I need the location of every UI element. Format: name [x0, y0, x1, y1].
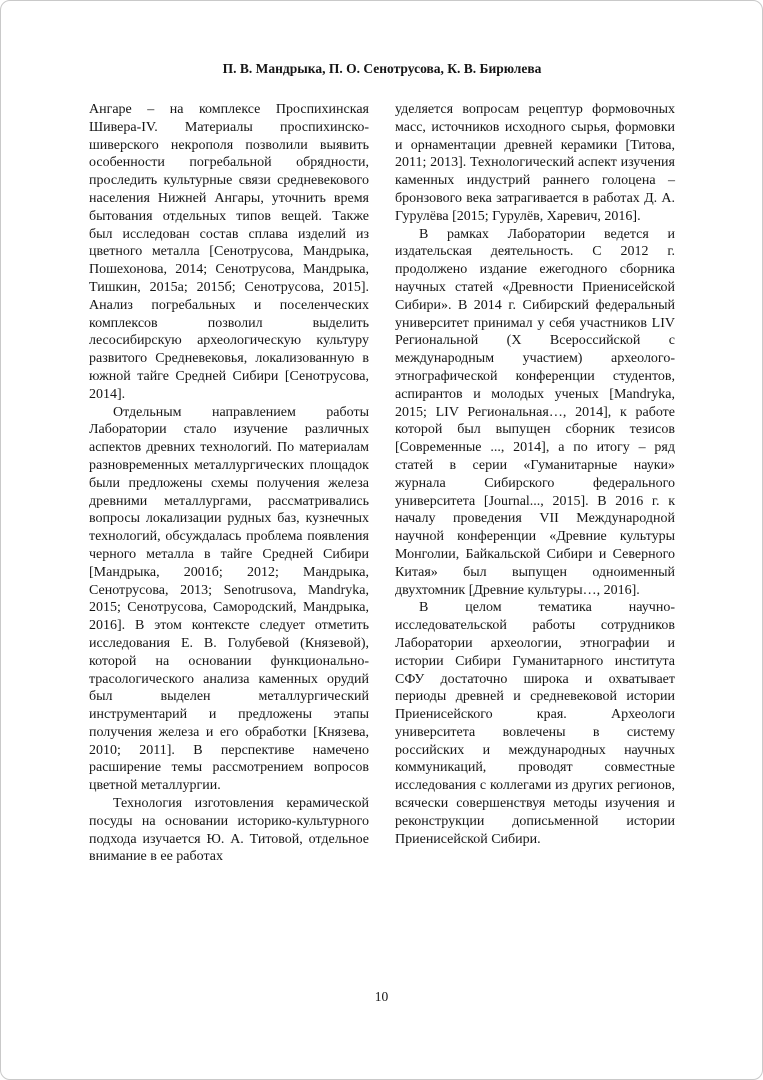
- paragraph: В рамках Лаборатории ведется и издательская деятельность. С 2012 г. продолжено издание ежегодного сборника научных статей «Древности Приенисейской Сибири». В 2014 г. Сибирский федеральный университет принимал у себя участников LIV Региональной (X Всероссийской с международным участием) археолого-этнографической конференции студентов, аспирантов и молодых ученых [Mandryka, 2015; LIV Региональная…, 2014], к работе которой был выпущен сборник тезисов [Современные ..., 2014], а по итогу – ряд статей в серии «Гуманитарные науки» журнала Сибирского федерального университета [Journal..., 2015]. В 2016 г. к началу проведения VII Международной научной конференции «Древние культуры Монголии, Байкальской Сибири и Северного Китая» был выпущен одноименный двухтомник [Древние культуры…, 2016].: [395, 226, 675, 598]
- page-number: 10: [374, 989, 389, 1004]
- text-columns: [89, 101, 675, 866]
- page-header-authors: П. В. Мандрыка, П. О. Сенотрусова, К. В. Бирюлева: [222, 61, 542, 76]
- paragraph: Технология изготовления керамической посуды на основании историко-культурного подхода изучается Ю. А. Титовой, отдельное внимание в ее работах: [89, 796, 369, 865]
- right-column: [395, 101, 675, 866]
- paragraph: Отдельным направлением работы Лаборатории стало изучение различных аспектов древних технологий. По материалам разновременных металлургических площадок были предложены схемы получения железа древними металлургами, рассматривались вопросы локализации рудных баз, кузнечных технологий, обсуждалась проблема появления черного металла в тайге Средней Сибири [Мандрыка, 2001б; 2012; Мандрыка, Сенотрусова, 2013; Senotrusova, Mandryka, 2015; Сенотрусова, Самородский, Мандрыка, 2016]. В этом контексте следует отметить исследования Е. В. Голубевой (Князевой), которой на основании функционально-трасологического анализа каменных орудий был выделен металлургический инструментарий и предложены этапы получения железа и его обработки [Князева, 2010; 2011]. В перспективе намечено расширение темы рассмотрением вопросов цветной металлургии.: [89, 404, 369, 794]
- paragraph: В целом тематика научно-исследовательской работы сотрудников Лаборатории археологии, этнографии и истории Сибири Гуманитарного института СФУ достаточно широка и охватывает периоды древней и средневековой истории Приенисейского края. Археологи университета вовлечены в систему российских и международных научных коммуникаций, проводят совместные исследования с коллегами из других регионов, всячески совершенствуя методы изучения и реконструкции дописьменной истории Приенисейской Сибири.: [395, 600, 675, 847]
- left-column: [89, 101, 369, 866]
- paragraph: уделяется вопросам рецептур формовочных масс, источников исходного сырья, формовки и орнаментации древней керамики [Титова, 2011; 2013]. Технологический аспект изучения каменных индустрий раннего голоцена – бронзового века затрагивается в работах Д. А. Гурулёва [2015; Гурулёв, Харевич, 2016].: [395, 102, 675, 224]
- paragraph: Ангаре – на комплексе Проспихинская Шивера-IV. Материалы проспихинско-шиверского некрополя позволили выявить особенности погребальной обрядности, проследить культурные связи средневекового населения Нижней Ангары, уточнить время бытования отдельных типов вещей. Также был исследован состав сплава изделий из цветного металла [Сенотрусова, Мандрыка, Пошехонова, 2014; Сенотрусова, Мандрыка, Тишкин, 2015а; 2015б; Сенотрусова, 2015]. Анализ погребальных и поселенческих комплексов позволил выделить лесосибирскую археологическую культуру развитого Средневековья, локализованную в южной тайге Средней Сибири [Сенотрусова, 2014].: [89, 102, 369, 402]
